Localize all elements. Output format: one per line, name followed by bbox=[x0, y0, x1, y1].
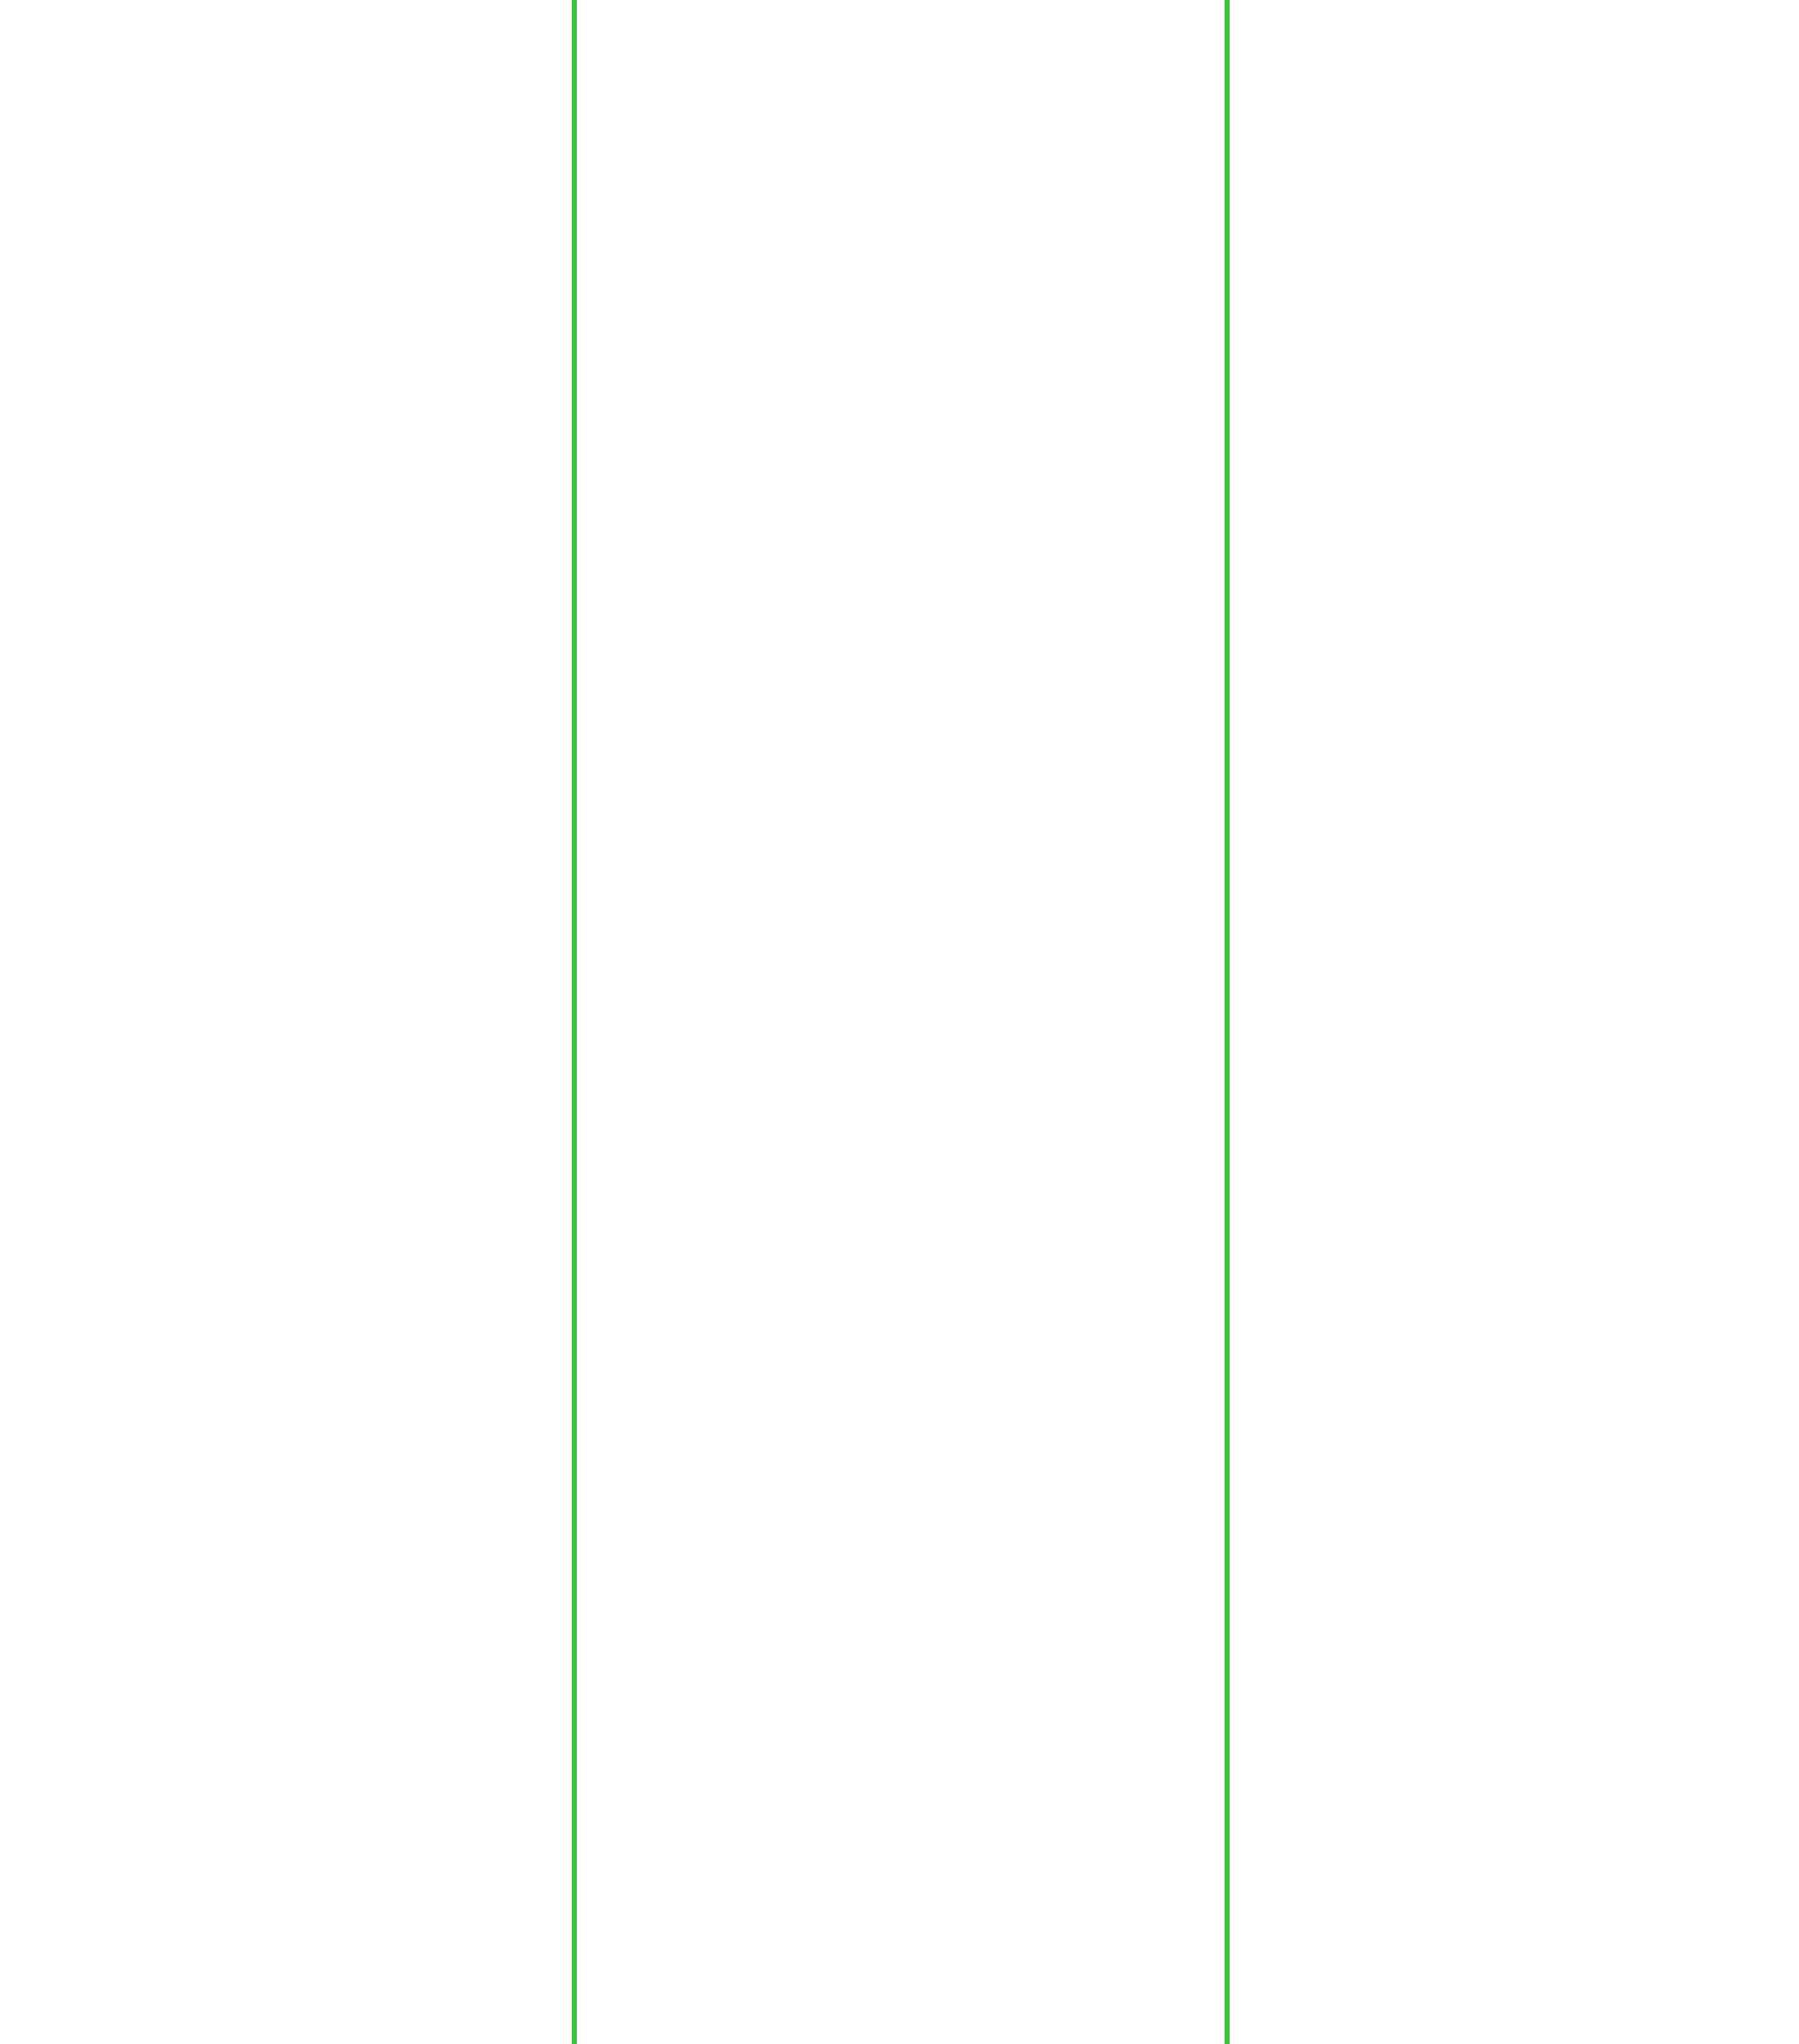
vertical-line-left bbox=[572, 0, 577, 2044]
vertical-line-right bbox=[1225, 0, 1230, 2044]
